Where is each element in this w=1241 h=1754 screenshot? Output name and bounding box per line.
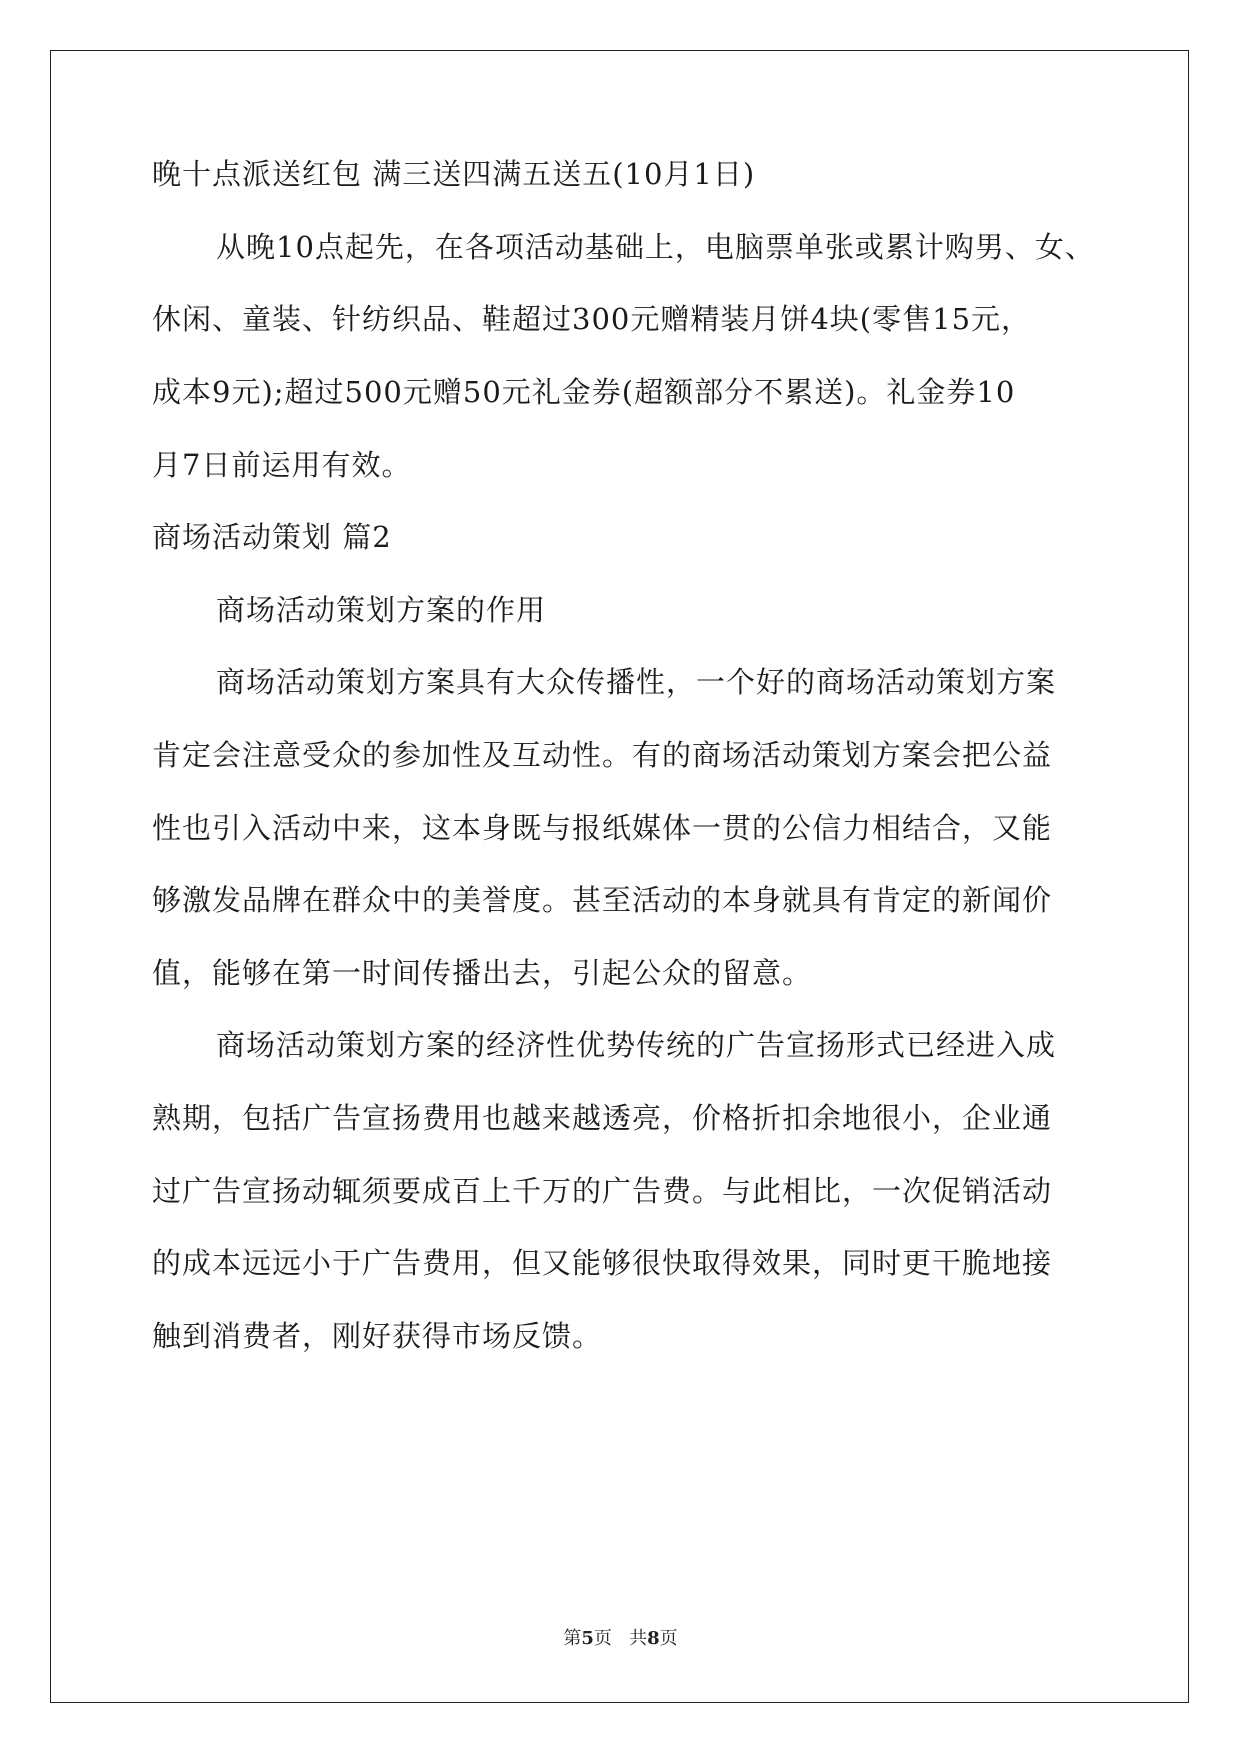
text-line: 熟期，包括广告宣扬费用也越来越透亮，价格折扣余地很小，企业通 <box>152 1101 1053 1135</box>
text-line: 触到消费者，刚好获得市场反馈。 <box>152 1319 603 1353</box>
footer-total-prefix: 共 <box>629 1628 648 1649</box>
text-line: 成本9元);超过500元赠50元礼金券(超额部分不累送)。礼金券10 <box>152 375 1016 409</box>
text-line: 性也引入活动中来，这本身既与报纸媒体一贯的公信力相结合，又能 <box>152 811 1053 845</box>
footer-total-suffix: 页 <box>659 1628 678 1649</box>
text-line: 商场活动策划方案具有大众传播性，一个好的商场活动策划方案 <box>216 665 1057 699</box>
footer-page-word: 页 <box>593 1628 612 1649</box>
text-line: 够激发品牌在群众中的美誉度。甚至活动的本身就具有肯定的新闻价 <box>152 883 1053 917</box>
text-line: 从晚10点起先，在各项活动基础上，电脑票单张或累计购男、女、 <box>216 230 1095 264</box>
text-line: 的成本远远小于广告费用，但又能够很快取得效果，同时更干脆地接 <box>152 1246 1053 1280</box>
text-line: 值，能够在第一时间传播出去，引起公众的留意。 <box>152 956 813 990</box>
section-heading: 商场活动策划 篇2 <box>152 520 392 554</box>
text-line: 月7日前运用有效。 <box>152 448 412 482</box>
text-line: 过广告宣扬动辄须要成百上千万的广告费。与此相比，一次促销活动 <box>152 1174 1053 1208</box>
text-line: 肯定会注意受众的参加性及互动性。有的商场活动策划方案会把公益 <box>152 738 1053 772</box>
subheading: 商场活动策划方案的作用 <box>216 593 547 627</box>
current-page-number: 5 <box>581 1628 594 1649</box>
page-border <box>50 50 1189 1703</box>
text-line: 商场活动策划方案的经济性优势传统的广告宣扬形式已经进入成 <box>216 1028 1057 1062</box>
page-footer <box>0 1627 1241 1651</box>
footer-prefix: 第 <box>563 1628 582 1649</box>
total-pages-number: 8 <box>647 1628 660 1649</box>
text-line: 休闲、童装、针纺织品、鞋超过300元赠精装月饼4块(零售15元， <box>152 302 1032 336</box>
text-line: 晚十点派送红包 满三送四满五送五(10月1日) <box>152 157 756 191</box>
